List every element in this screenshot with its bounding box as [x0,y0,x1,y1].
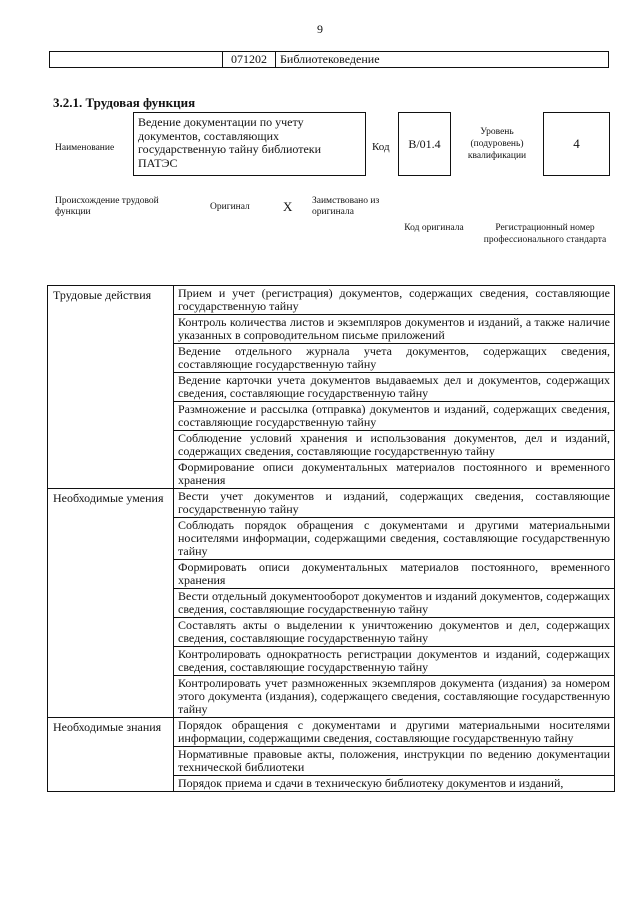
section-title-labor-actions: Трудовые действия [48,286,174,489]
original-label: Оригинал [210,202,250,212]
section-title: 3.2.1. Трудовая функция [53,95,196,110]
specialty-code-table [49,51,609,68]
table-cell: Контролировать учет размноженных экземпляров документа (издания) за номером этого документа (издания), содержащего сведения, составляющие государственную тайну [174,676,615,718]
specialty-name: Библиотековедение [280,52,380,66]
table-row [48,718,615,747]
original-mark: Х [283,199,293,214]
origin-label: Происхождение трудовой функции [55,196,159,217]
table-cell: Соблюдать порядок обращения с документами и другими материальными носителями информации, содержащими сведения, составляющие государственную тайну [174,518,615,560]
table-cell: Ведение карточки учета документов выдаваемых дел и документов, содержащих сведения, составляющие государственную тайну [174,373,615,402]
table-cell: Прием и учет (регистрация) документов, содержащих сведения, составляющие государственную тайну [174,286,615,315]
table-cell: Формировать описи документальных материалов постоянного, временного хранения [174,560,615,589]
table-cell: Вести отдельный документооборот документов и изданий документов, содержащих сведения, составляющие государственную тайну [174,589,615,618]
function-name-value: Ведение документации по учету документов, составляющих государственную тайну библиотеки ПАТЭС [133,112,366,176]
table-cell: Вести учет документов и изданий, содержащих сведения, составляющие государственную тайну [174,489,615,518]
table-cell: Ведение отдельного журнала учета документов, содержащих сведения, составляющие государственную тайну [174,344,615,373]
name-label: Наименование [55,143,115,153]
level-value: 4 [543,112,610,176]
table-cell: Порядок обращения с документами и другими материальными носителями информации, содержащими сведения, составляющие государственную тайну [174,718,615,747]
table-cell: Размножение и рассылка (отправка) документов и изданий, содержащих сведения, составляющие государственную тайну [174,402,615,431]
table-cell: Порядок приема и сдачи в техническую библиотеку документов и изданий, [174,776,615,792]
table-cell: Нормативные правовые акты, положения, инструкции по ведению документации технической библиотеки [174,747,615,776]
section-title-knowledge: Необходимые знания [48,718,174,792]
function-code-value: В/01.4 [398,112,451,176]
reg-number-label: Регистрационный номер профессионального стандарта [483,223,607,245]
code-original-label: Код оригинала [404,223,464,233]
table-cell: Составлять акты о выделении к уничтожению документов и дел, содержащих сведения, составляющие государственную тайну [174,618,615,647]
table-cell: Контролировать однократность регистрации документов и изданий, содержащих сведения, составляющие государственную тайну [174,647,615,676]
table-row [48,286,615,315]
function-details-table [47,285,615,792]
level-label: Уровень (подуровень) квалификации [467,127,527,161]
section-title-skills: Необходимые умения [48,489,174,718]
empty-cell [50,52,223,67]
specialty-code: 071202 [223,52,276,67]
page-number: 9 [317,22,323,36]
table-cell: Формирование описи документальных материалов постоянного и временного хранения [174,460,615,489]
table-cell: Контроль количества листов и экземпляров документов и изданий, а также наличие указанных в сопроводительном письме приложений [174,315,615,344]
code-label: Код [372,141,390,153]
table-cell: Соблюдение условий хранения и использования документов, дел и изданий, содержащих сведения, составляющие государственную тайну [174,431,615,460]
table-row [48,489,615,518]
borrowed-label: Заимствовано из оригинала [312,196,380,217]
